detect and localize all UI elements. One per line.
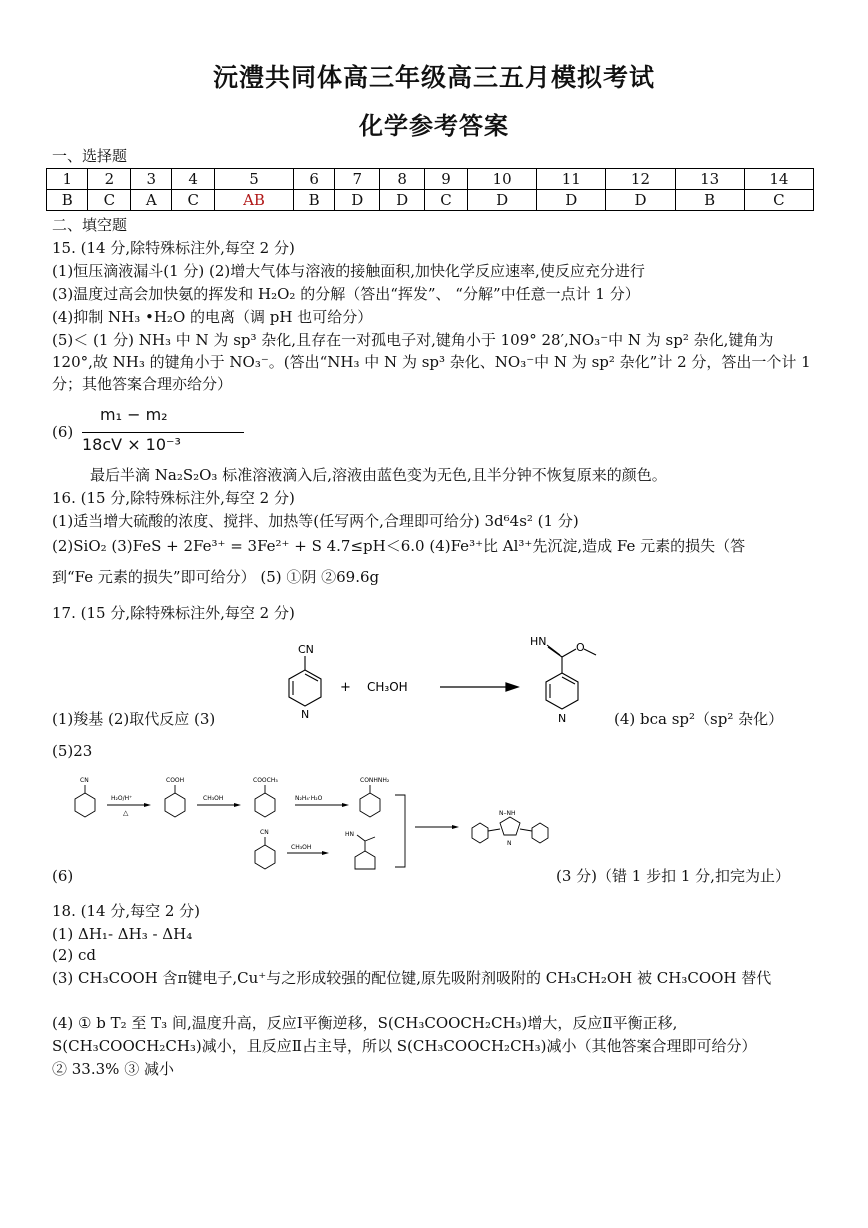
question-number: 1 (47, 169, 88, 190)
question-number: 14 (744, 169, 813, 190)
pyridine-n-label: N (301, 708, 310, 721)
q16-answer-1: (1)适当增大硫酸的浓度、搅拌、加热等(任写两个,合理即可给分) 3d⁶4s² (1 分) (52, 512, 579, 530)
answer-cell: C (88, 190, 131, 211)
lower-nitrile-label: CN (260, 829, 269, 836)
q18-answer-3: (3) CH₃COOH 含π键电子,Cu⁺与之形成较强的配位键,原先吸附剂吸附的 CH₃CH₂OH 被 CH₃COOH 替代 (52, 969, 772, 987)
cyanopyridine-structure (289, 656, 321, 706)
question-number: 2 (88, 169, 131, 190)
imine-label: HN (530, 635, 547, 648)
acid-label: COOH (166, 777, 185, 784)
question-number: 11 (537, 169, 606, 190)
answer-number-row (47, 169, 814, 190)
answer-table (46, 168, 814, 211)
cyano-label: CN (298, 643, 314, 656)
page-subtitle: 化学参考答案 (359, 111, 509, 140)
question-number: 5 (215, 169, 294, 190)
q15-answer-4: (4)抑制 NH₃ •H₂O 的电离（调 pH 也可给分） (52, 308, 373, 326)
q18-heading: 18. (14 分,每空 2 分) (52, 902, 201, 920)
ether-oxygen-label: O (576, 641, 585, 654)
answer-cell: C (172, 190, 215, 211)
question-number: 4 (172, 169, 215, 190)
reagent-methanol-2: CH₃OH (291, 844, 312, 851)
answer-cell: C (425, 190, 468, 211)
answer-cell: D (606, 190, 675, 211)
answer-letter-row (47, 190, 814, 211)
q15-answer-6-label: (6) (52, 423, 74, 441)
ester-label: COOCH₃ (253, 777, 278, 784)
answer-cell: D (335, 190, 380, 211)
q17-answer-4: (4) bca sp²（sp² 杂化） (614, 710, 784, 728)
q18-answer-1: (1) ΔH₁- ΔH₃ - ΔH₄ (52, 925, 193, 943)
q17-answer-6: (6) (52, 867, 74, 885)
fraction-numerator: m₁ − m₂ (100, 405, 168, 424)
q17-heading: 17. (15 分,除特殊标注外,每空 2 分) (52, 604, 295, 622)
fraction-bar (82, 432, 244, 433)
question-number: 9 (425, 169, 468, 190)
answer-cell: C (744, 190, 813, 211)
q16-heading: 16. (15 分,除特殊标注外,每空 2 分) (52, 489, 295, 507)
q17-answer-1-3: (1)羧基 (2)取代反应 (3) (52, 710, 216, 728)
q18-answer-4a: (4) ① b T₂ 至 T₃ 间,温度升高，反应Ⅰ平衡逆移，S(CH₃COOCH₂CH₃)增大，反应Ⅱ平衡正移, (52, 1014, 678, 1032)
question-number: 6 (293, 169, 334, 190)
answer-cell: D (380, 190, 425, 211)
imidate-label: HN (345, 831, 354, 838)
pyridine-n-label: N (558, 712, 567, 725)
nitrile-label: CN (80, 777, 89, 784)
answer-cell: B (293, 190, 334, 211)
q17-answer-6-note: (3 分)（错 1 步扣 1 分,扣完为止） (556, 867, 790, 885)
q15-answer-3: (3)温度过高会加快氨的挥发和 H₂O₂ 的分解（答出“挥发”、 “分解”中任意一点计 1 分） (52, 285, 640, 303)
page-title: 沅澧共同体高三年级高三五月模拟考试 (212, 63, 655, 92)
q15-answer-1: (1)恒压滴液漏斗(1 分) (2)增大气体与溶液的接触面积,加快化学反应速率,使反应充分进行 (52, 262, 645, 280)
reaction-arrow (440, 683, 518, 691)
plus-sign: + (340, 680, 351, 695)
question-number: 12 (606, 169, 675, 190)
q15-heading: 15. (14 分,除特殊标注外,每空 2 分) (52, 239, 295, 257)
reagent-heat: △ (123, 809, 129, 817)
question-number: 10 (468, 169, 537, 190)
reagent-hydrazine: N₂H₄·H₂O (295, 795, 323, 802)
question-number: 13 (675, 169, 744, 190)
hydrazide-label: CONHNH₂ (360, 777, 390, 784)
triazole-nh-label: N–NH (499, 810, 516, 817)
reagent-methanol: CH₃OH (203, 795, 224, 802)
section-fill-heading: 二、填空题 (52, 216, 128, 234)
answer-cell: AB (215, 190, 294, 211)
triazole-n-label: N (507, 840, 512, 847)
question-number: 8 (380, 169, 425, 190)
question-number: 7 (335, 169, 380, 190)
answer-cell: B (675, 190, 744, 211)
q15-answer-5: (5)＜ (1 分) NH₃ 中 N 为 sp³ 杂化,且存在一对孤电子对,键角小于 109° 28′,NO₃⁻中 N 为 sp² 杂化,键角为 120°,故 NH₃ 的键角小于 NO₃⁻。(答出“NH₃ 中 N 为 sp³ 杂化、NO₃⁻中 N 为 sp² 杂化”计 2 分，答出一个计 1 分；其他答案合理亦给分） (52, 331, 811, 393)
q17-product-structure (520, 625, 610, 735)
q17-answer-5: (5)23 (52, 742, 93, 760)
answer-cell: D (468, 190, 537, 211)
q15-answer-6-endpoint: 最后半滴 Na₂S₂O₃ 标准溶液滴入后,溶液由蓝色变为无色,且半分钟不恢复原来的颜色。 (90, 466, 667, 484)
q18-answer-4b: S(CH₃COOCH₂CH₃)减小，且反应Ⅱ占主导，所以 S(CH₃COOCH₂CH₃)减小（其他答案合理即可给分） (52, 1037, 757, 1055)
fraction-denominator: 18cV × 10⁻³ (82, 435, 181, 454)
q16-answer-2: (2)SiO₂ (3)FeS + 2Fe³⁺ = 3Fe²⁺ + S 4.7≤pH＜6.0 (4)Fe³⁺比 Al³⁺先沉淀,造成 Fe 元素的损失（答 (52, 537, 746, 555)
q16-answer-2-cont: 到“Fe 元素的损失”即可给分） (5) ①阴 ②69.6g (52, 568, 380, 586)
q18-answer-2: (2) cd (52, 946, 97, 964)
answer-cell: A (131, 190, 172, 211)
reagent-hydrolysis: H₂O/H⁺ (111, 795, 133, 802)
answer-cell: B (47, 190, 88, 211)
q17-synthesis-route (55, 765, 565, 870)
answer-cell: D (537, 190, 606, 211)
question-number: 3 (131, 169, 172, 190)
section-mc-heading: 一、选择题 (52, 147, 128, 165)
q18-answer-4c: ② 33.3% ③ 减小 (52, 1060, 174, 1078)
methanol-label: CH₃OH (367, 680, 408, 694)
